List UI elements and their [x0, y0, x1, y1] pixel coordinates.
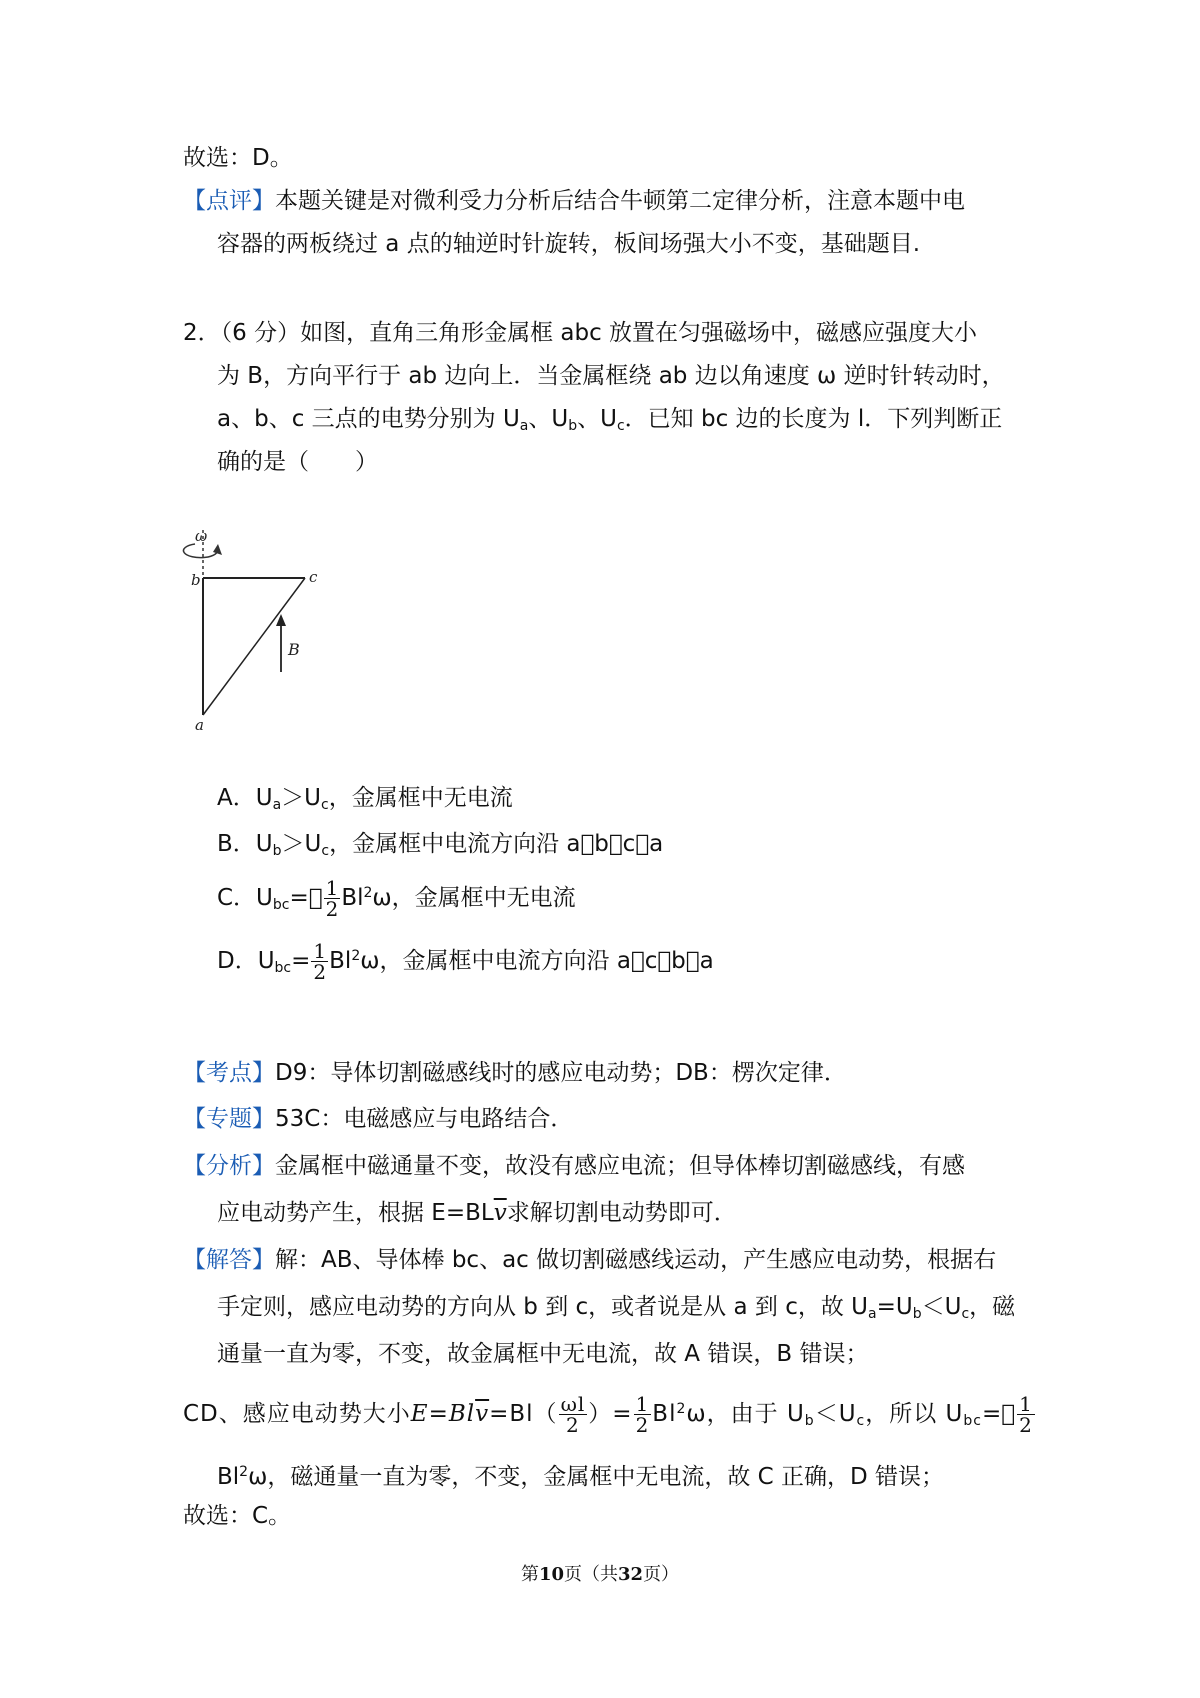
sub-a: a — [868, 1306, 877, 1322]
frac-den: 2 — [566, 1413, 580, 1437]
sup-2: 2 — [239, 1464, 249, 1480]
option-d-pre: D．U — [217, 948, 275, 974]
q2-stem-3d: ．已知 bc 边的长度为 l．下列判断正 — [624, 406, 1003, 432]
zhuanti-tag: 【专题】 — [183, 1106, 275, 1132]
kaodian-text: D9：导体切割磁感线时的感应电动势；DB：楞次定律． — [275, 1060, 847, 1086]
comment-text-1: 本题关键是对微利受力分析后结合牛顿第二定律分析，注意本题中电 — [275, 188, 965, 214]
fenxi-line-1 — [183, 1151, 965, 1181]
jieda-text-2d: ，磁 — [969, 1294, 1016, 1320]
frac-den: 2 — [635, 1413, 650, 1437]
option-b-pre: B．U — [217, 831, 273, 857]
cd-last2: ω，磁通量一直为零，不变，金属框中无电流，故 C 正确，D 错误； — [248, 1464, 945, 1490]
cd-line — [183, 1394, 1036, 1436]
footer-post: 页） — [643, 1564, 680, 1585]
frac-den: 2 — [1019, 1413, 1033, 1437]
sup-2: 2 — [363, 885, 373, 901]
zhuanti-text: 53C：电磁感应与电路结合． — [275, 1106, 574, 1132]
label-a: a — [195, 716, 204, 734]
sub-bc: bc — [963, 1413, 982, 1429]
option-d-mid: = — [291, 948, 311, 974]
cd-text-f: ＜U — [814, 1401, 857, 1427]
jieda-line-2 — [217, 1292, 1015, 1329]
fenxi-text-1: 金属框中磁通量不变，故没有感应电流；但导体棒切割磁感线，有感 — [275, 1153, 965, 1179]
option-a — [217, 783, 513, 820]
page-number: 10 — [538, 1564, 564, 1585]
footer-pre: 第 — [520, 1564, 539, 1585]
sup-2: 2 — [351, 948, 361, 964]
cd-text-e: ω，由于 U — [686, 1401, 805, 1427]
zhuanti-line — [183, 1104, 573, 1134]
jieda-line-1 — [183, 1245, 996, 1275]
cd-text-b: =Bl（ — [489, 1401, 558, 1427]
fraction-omega-l — [559, 1394, 588, 1435]
comment-line-1 — [183, 186, 965, 216]
jieda-text-2a: 手定则，感应电动势的方向从 b 到 c，或者说是从 a 到 c，故 U — [217, 1294, 868, 1320]
sub-c: c — [856, 1413, 866, 1429]
fraction — [634, 1394, 652, 1435]
label-B: B — [288, 640, 300, 659]
option-a-post: ，金属框中无电流 — [328, 785, 513, 811]
cd-text-c: ）= — [588, 1401, 633, 1427]
cd-text-a: CD、感应电动势大小 — [183, 1401, 411, 1427]
frac-num: 1 — [635, 1392, 650, 1416]
q2-stem-3b: 、U — [528, 406, 569, 432]
kaodian-tag: 【考点】 — [183, 1060, 275, 1086]
frac-num: ωl — [560, 1392, 586, 1416]
frac-num: 1 — [1019, 1392, 1033, 1416]
comment-tag: 【点评】 — [183, 188, 275, 214]
cd-line-2 — [217, 1457, 944, 1492]
option-b — [217, 829, 663, 866]
q2-stem-3c: 、U — [577, 406, 617, 432]
sub-bc: bc — [274, 960, 292, 976]
sub-a: a — [519, 418, 529, 434]
kaodian-line — [183, 1058, 847, 1088]
label-c: c — [309, 568, 318, 586]
option-c-post2: ω，金属框中无电流 — [372, 885, 576, 911]
option-c-pre: C．U — [217, 885, 273, 911]
sub-b: b — [912, 1306, 922, 1322]
option-c-post: Bl — [341, 885, 364, 911]
option-b-mid: ＞U — [281, 831, 322, 857]
frac-num: 1 — [313, 939, 327, 963]
cd-text-d: Bl — [652, 1401, 677, 1427]
sub-b: b — [272, 843, 282, 859]
q2-stem-3a: a、b、c 三点的电势分别为 U — [217, 406, 520, 432]
option-b-post: ，金属框中电流方向沿 a⃞b⃞c⃞a — [329, 831, 664, 857]
sub-a: a — [272, 797, 282, 813]
cd-E: E=Bl — [410, 1401, 476, 1427]
footer-mid: 页（共 — [564, 1564, 618, 1585]
cd-text-g: ，所以 U — [865, 1401, 964, 1427]
option-c-mid: =⃞ — [289, 885, 323, 911]
cd-text-h: =⃞ — [981, 1401, 1017, 1427]
fraction — [1017, 1394, 1035, 1435]
v-bar: $\overline{v}$ — [493, 1200, 507, 1226]
sub-b: b — [568, 418, 578, 434]
q2-stem-1: 2．（6 分）如图，直角三角形金属框 abc 放置在匀强磁场中，磁感应强度大小 — [183, 320, 978, 346]
frac-den: 2 — [313, 960, 327, 984]
jieda-tag: 【解答】 — [183, 1247, 275, 1273]
label-b: b — [191, 571, 201, 589]
frac-num: 1 — [325, 876, 339, 900]
fenxi-line-2 — [217, 1198, 737, 1228]
option-d-post2: ω，金属框中电流方向沿 a⃞c⃞b⃞a — [360, 948, 714, 974]
prev-answer: 故选：D。 — [183, 145, 293, 171]
fenxi-text-2a: 应电动势产生，根据 E=BL — [217, 1200, 494, 1226]
cd-v-bar: $\overline{v}$ — [475, 1401, 490, 1427]
option-d-post: Bl — [329, 948, 352, 974]
sup-2: 2 — [676, 1401, 687, 1417]
q2-stem-4: 确的是（ ） — [217, 449, 378, 475]
jieda-text-1: 解：AB、导体棒 bc、ac 做切割磁感线运动，产生感应电动势，根据右 — [275, 1247, 997, 1273]
jieda-text-2c: ＜U — [921, 1294, 962, 1320]
option-a-mid: ＞U — [281, 785, 322, 811]
sub-c: c — [321, 797, 329, 813]
rotation-arrow-icon — [183, 544, 217, 558]
sub-c: c — [321, 843, 330, 859]
sub-c: c — [616, 418, 625, 434]
frac-den: 2 — [325, 897, 339, 921]
fraction — [324, 878, 341, 919]
fenxi-tag: 【分析】 — [183, 1153, 275, 1179]
q2-stem-2: 为 B，方向平行于 ab 边向上．当金属框绕 ab 边以角速度 ω 逆时针转动时， — [217, 363, 1005, 389]
sub-c: c — [961, 1306, 970, 1322]
sub-b: b — [804, 1413, 815, 1429]
comment-line-2: 容器的两板绕过 a 点的轴逆时针旋转，板间场强大小不变，基础题目. — [217, 231, 921, 257]
option-a-pre: A．U — [217, 785, 273, 811]
jieda-text-2b: =U — [876, 1294, 913, 1320]
sub-bc: bc — [272, 897, 290, 913]
q2-stem-3 — [217, 404, 1002, 441]
fenxi-text-2b: 求解切割电动势即可． — [506, 1200, 737, 1226]
fraction — [311, 941, 328, 982]
triangle-frame-figure — [175, 530, 345, 760]
rotation-arrowhead-icon — [213, 544, 222, 555]
option-d — [217, 941, 714, 983]
cd-last: Bl — [217, 1464, 240, 1490]
jieda-line-3: 通量一直为零，不变，故金属框中无电流，故 A 错误，B 错误； — [217, 1341, 869, 1367]
omega-label: ω — [195, 530, 208, 545]
final-answer: 故选：C。 — [183, 1503, 292, 1529]
page-footer — [0, 1560, 1200, 1586]
option-c — [217, 878, 576, 920]
total-pages: 32 — [618, 1564, 644, 1585]
